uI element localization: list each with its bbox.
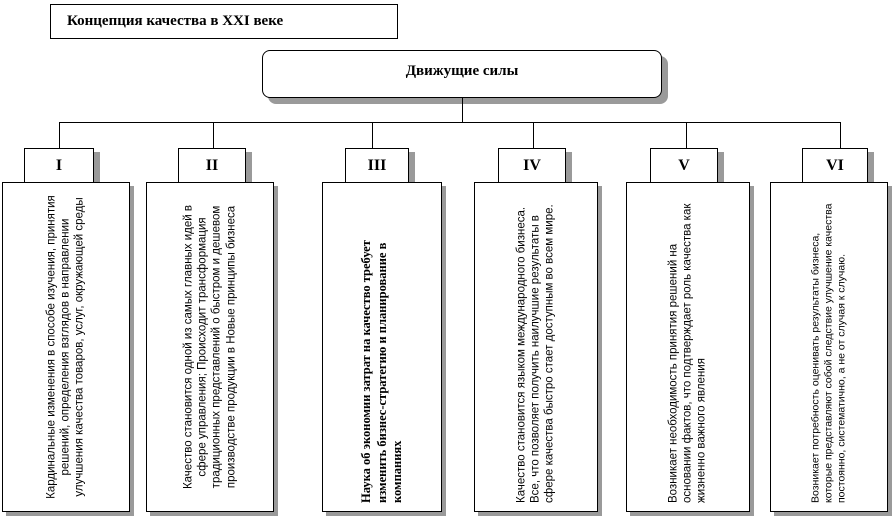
driving-forces-label: Движущие силы: [405, 63, 519, 79]
connector-drop-5: [686, 122, 687, 148]
column-text-4: Качество становится языком международного бизнеса. Все, что позволяет получить наилучшие результаты в сфере качества быстро стает доступным во всем мире.: [515, 204, 557, 503]
numeral-label-5: V: [678, 157, 690, 174]
text-box-2: [146, 182, 274, 512]
numeral-label-2: II: [205, 157, 219, 174]
numeral-label-4: IV: [523, 157, 541, 174]
text-box-4: [474, 182, 598, 512]
connector-drop-1: [59, 122, 60, 148]
connector-drop-4: [533, 122, 534, 148]
numeral-box-6: [802, 148, 868, 184]
text-box-1: [2, 182, 130, 512]
column-text-3: Наука об экономии затрат на качество требует изменить бизнес-стратегию и планирование в компаниях: [358, 240, 404, 503]
connector-drop-2: [213, 122, 214, 148]
concept-title: Концепция качества в XXI веке: [67, 13, 284, 29]
column-text-1: Кардинальные изменения в способе изучения, принятия решений, определения взглядов в направлении улучшения качества товаров, услуг, окружающей среды: [45, 195, 87, 499]
driving-forces-box: [262, 50, 662, 98]
numeral-box-2: [178, 148, 246, 184]
numeral-label-6: VI: [826, 157, 844, 174]
connector-bus: [59, 122, 841, 123]
numeral-box-3: [345, 148, 409, 184]
concept-title-box: [50, 4, 398, 39]
numeral-label-3: III: [367, 157, 387, 174]
column-text-5: Возникает необходимость принятия решений на основании фактов, что подтверждает роль качества как жизненно важного явления: [667, 203, 709, 503]
text-box-6: [770, 182, 888, 512]
numeral-box-4: [498, 148, 566, 184]
text-box-5: [626, 182, 750, 512]
column-text-6: Возникает потребность оценивать результаты бизнеса, которые представляют собой следствие улучшение качества постоянно, систематично, а не от случая к случаю.: [809, 203, 848, 503]
column-text-2: Качество становится одной из самых главных идей в сфере управления; Происходит трансформация традиционных представлений о быстром и дешевом производстве продукции в Новые принципы бизнеса: [182, 204, 238, 490]
connector-drop-6: [840, 122, 841, 148]
connector-drop-3: [372, 122, 373, 148]
numeral-label-1: I: [55, 157, 63, 174]
numeral-box-1: [24, 148, 94, 184]
connector-trunk: [462, 98, 463, 122]
text-box-3: [322, 182, 442, 512]
numeral-box-5: [650, 148, 718, 184]
